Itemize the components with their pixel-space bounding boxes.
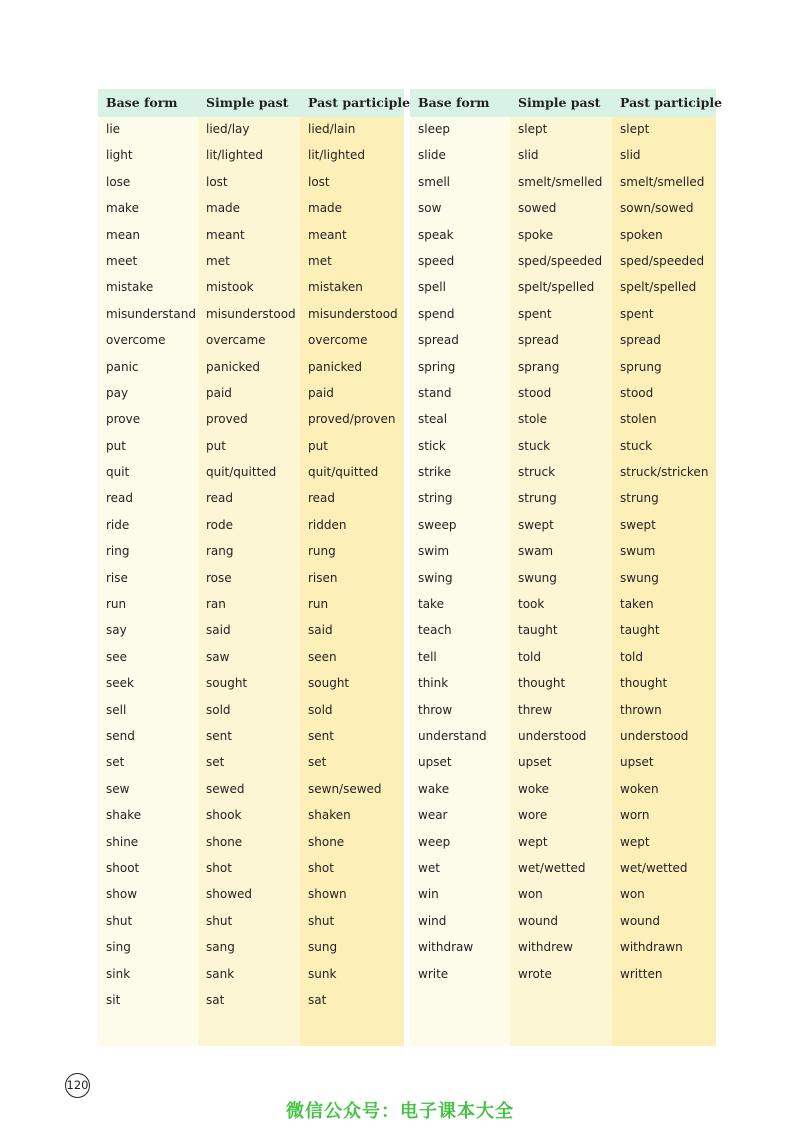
table-body: [98, 117, 404, 1014]
base-form-cell: shoot: [106, 860, 140, 875]
base-form-cell: swim: [418, 544, 450, 559]
simple-past-cell: taught: [518, 623, 558, 638]
simple-past-cell: proved: [206, 412, 248, 427]
table-row: [98, 803, 404, 829]
table-row: [410, 407, 716, 433]
base-form-cell: tell: [418, 649, 437, 664]
past-participle-cell: stood: [620, 385, 654, 400]
table-row: [410, 434, 716, 460]
simple-past-cell: sowed: [518, 201, 557, 216]
base-form-cell: throw: [418, 702, 453, 717]
table-row: [410, 856, 716, 882]
base-form-cell: quit: [106, 465, 130, 480]
simple-past-cell: smelt/smelled: [518, 174, 603, 189]
past-participle-cell: meant: [308, 227, 347, 242]
simple-past-cell: swam: [518, 544, 554, 559]
table-row: [410, 830, 716, 856]
table-row: [98, 223, 404, 249]
base-form-cell: speak: [418, 227, 454, 242]
past-participle-cell: quit/quitted: [308, 465, 379, 480]
table-row: [98, 196, 404, 222]
past-participle-cell: understood: [620, 728, 689, 743]
simple-past-cell: meant: [206, 227, 245, 242]
past-participle-cell: sought: [308, 676, 350, 691]
past-participle-cell: smelt/smelled: [620, 174, 705, 189]
table-row: [410, 302, 716, 328]
table-header: [410, 89, 723, 117]
table-row: [98, 671, 404, 697]
table-row: [410, 143, 716, 169]
header-past-participle: Past participle: [308, 95, 411, 110]
base-form-cell: string: [418, 491, 453, 506]
table-row: [98, 249, 404, 275]
table-row: [410, 724, 716, 750]
table-row: [98, 592, 404, 618]
past-participle-cell: shown: [308, 887, 347, 902]
table-row: [98, 434, 404, 460]
simple-past-cell: stood: [518, 385, 552, 400]
simple-past-cell: put: [206, 438, 226, 453]
base-form-cell: make: [106, 201, 139, 216]
table-row: [98, 909, 404, 935]
past-participle-cell: lied/lain: [308, 122, 356, 136]
table-row: [410, 935, 716, 961]
simple-past-cell: shut: [206, 913, 233, 928]
past-participle-cell: sunk: [308, 966, 337, 981]
simple-past-cell: wore: [518, 808, 548, 823]
table-row: [98, 355, 404, 381]
base-form-cell: sow: [418, 201, 442, 216]
base-form-cell: seek: [106, 676, 134, 691]
base-form-cell: rise: [106, 570, 128, 585]
past-participle-cell: wound: [620, 913, 660, 928]
table-row: [410, 486, 716, 512]
past-participle-cell: shone: [308, 834, 345, 849]
simple-past-cell: sped/speeded: [518, 253, 603, 268]
simple-past-cell: rode: [206, 517, 234, 532]
past-participle-cell: ridden: [308, 517, 347, 532]
simple-past-cell: ran: [206, 597, 226, 612]
base-form-cell: sing: [106, 940, 131, 955]
table-row: [98, 882, 404, 908]
simple-past-cell: sat: [206, 992, 225, 1007]
table-row: [410, 618, 716, 644]
base-form-cell: wet: [418, 860, 440, 875]
table-row: [410, 592, 716, 618]
simple-past-cell: struck: [518, 465, 556, 480]
base-form-cell: send: [106, 728, 135, 743]
table-row: [98, 935, 404, 961]
past-participle-cell: told: [620, 649, 643, 664]
base-form-cell: steal: [418, 412, 448, 427]
base-form-cell: meet: [106, 253, 138, 268]
past-participle-cell: run: [308, 597, 329, 612]
base-form-cell: take: [418, 597, 444, 612]
table-row: [98, 698, 404, 724]
base-form-cell: see: [106, 649, 128, 664]
past-participle-cell: shut: [308, 913, 335, 928]
past-participle-cell: mistaken: [308, 280, 363, 295]
base-form-cell: shine: [106, 834, 139, 849]
header-base-form: Base form: [106, 95, 178, 110]
simple-past-cell: met: [206, 253, 230, 268]
table-row: [410, 671, 716, 697]
past-participle-cell: sprung: [620, 359, 662, 374]
past-participle-cell: won: [620, 887, 645, 902]
table-row: [98, 486, 404, 512]
base-form-cell: sleep: [418, 122, 450, 136]
past-participle-cell: spent: [620, 306, 654, 321]
table-row: [410, 460, 716, 486]
base-form-cell: upset: [418, 755, 452, 770]
simple-past-cell: slid: [518, 148, 539, 163]
table-row: [410, 117, 716, 143]
table-row: [410, 698, 716, 724]
table-row: [98, 143, 404, 169]
past-participle-cell: said: [308, 623, 333, 638]
past-participle-cell: shaken: [308, 808, 351, 823]
simple-past-cell: slept: [518, 122, 548, 136]
base-form-cell: teach: [418, 623, 452, 638]
past-participle-cell: paid: [308, 385, 334, 400]
simple-past-cell: told: [518, 649, 541, 664]
table-body: [410, 117, 716, 988]
table-row: [410, 328, 716, 354]
past-participle-cell: lost: [308, 174, 330, 189]
table-row: [410, 513, 716, 539]
table-row: [410, 539, 716, 565]
simple-past-cell: sank: [206, 966, 235, 981]
simple-past-cell: threw: [518, 702, 553, 717]
past-participle-cell: stolen: [620, 412, 657, 427]
table-row: [98, 328, 404, 354]
simple-past-cell: swung: [518, 570, 557, 585]
table-row: [410, 645, 716, 671]
simple-past-cell: saw: [206, 649, 230, 664]
past-participle-cell: spelt/spelled: [620, 280, 697, 295]
page-number: 120: [65, 1073, 90, 1098]
irregular-verbs-table-left: [98, 89, 411, 1046]
base-form-cell: stick: [418, 438, 446, 453]
base-form-cell: lose: [106, 174, 131, 189]
table-row: [98, 750, 404, 776]
past-participle-cell: taught: [620, 623, 660, 638]
past-participle-cell: set: [308, 755, 327, 770]
simple-past-cell: wound: [518, 913, 558, 928]
table-row: [98, 275, 404, 301]
base-form-cell: prove: [106, 412, 141, 427]
simple-past-cell: understood: [518, 728, 587, 743]
past-participle-cell: made: [308, 201, 343, 216]
simple-past-cell: strung: [518, 491, 557, 506]
simple-past-cell: sang: [206, 940, 235, 955]
base-form-cell: shake: [106, 808, 142, 823]
table-row: [98, 407, 404, 433]
table-row: [410, 803, 716, 829]
simple-past-cell: made: [206, 201, 241, 216]
base-form-cell: say: [106, 623, 127, 638]
simple-past-cell: stuck: [518, 438, 551, 453]
base-form-cell: mean: [106, 227, 141, 242]
base-form-cell: wind: [418, 913, 447, 928]
past-participle-cell: spread: [620, 333, 661, 348]
past-participle-cell: slept: [620, 122, 650, 136]
past-participle-cell: written: [620, 966, 663, 981]
simple-past-cell: mistook: [206, 280, 254, 295]
past-participle-cell: met: [308, 253, 332, 268]
past-participle-cell: read: [308, 491, 336, 506]
table-row: [410, 381, 716, 407]
simple-past-cell: read: [206, 491, 234, 506]
base-form-cell: read: [106, 491, 134, 506]
base-form-cell: wake: [418, 781, 450, 796]
table-row: [98, 460, 404, 486]
base-form-cell: swing: [418, 570, 453, 585]
base-form-cell: mistake: [106, 280, 154, 295]
base-form-cell: ring: [106, 544, 130, 559]
simple-past-cell: rang: [206, 544, 234, 559]
table-row: [98, 856, 404, 882]
table-row: [98, 539, 404, 565]
simple-past-cell: spoke: [518, 227, 554, 242]
header-simple-past: Simple past: [518, 95, 601, 110]
table-row: [98, 381, 404, 407]
table-row: [98, 513, 404, 539]
simple-past-cell: shone: [206, 834, 243, 849]
past-participle-cell: spoken: [620, 227, 663, 242]
past-participle-cell: thrown: [620, 702, 662, 717]
past-participle-cell: strung: [620, 491, 659, 506]
table-row: [98, 962, 404, 988]
table-row: [410, 275, 716, 301]
simple-past-cell: lit/lighted: [206, 148, 264, 163]
past-participle-cell: struck/stricken: [620, 465, 709, 480]
simple-past-cell: upset: [518, 755, 552, 770]
base-form-cell: spell: [418, 280, 446, 295]
past-participle-cell: overcome: [308, 333, 368, 348]
simple-past-cell: lied/lay: [206, 122, 250, 136]
base-form-cell: run: [106, 597, 127, 612]
table-row: [410, 777, 716, 803]
table-row: [410, 249, 716, 275]
past-participle-cell: lit/lighted: [308, 148, 366, 163]
simple-past-cell: woke: [518, 781, 550, 796]
simple-past-cell: said: [206, 623, 231, 638]
table-row: [410, 962, 716, 988]
past-participle-cell: rung: [308, 544, 336, 559]
table-row: [410, 909, 716, 935]
simple-past-cell: rose: [206, 570, 232, 585]
simple-past-cell: wept: [518, 834, 548, 849]
table-row: [410, 882, 716, 908]
past-participle-cell: wept: [620, 834, 650, 849]
simple-past-cell: withdrew: [518, 940, 573, 955]
past-participle-cell: woken: [620, 781, 659, 796]
table-row: [98, 777, 404, 803]
past-participle-cell: sown/sowed: [620, 201, 694, 216]
base-form-cell: shut: [106, 913, 133, 928]
past-participle-cell: shot: [308, 860, 334, 875]
past-participle-cell: swept: [620, 517, 656, 532]
simple-past-cell: misunderstood: [206, 306, 296, 321]
base-form-cell: think: [418, 676, 449, 691]
simple-past-cell: sent: [206, 728, 232, 743]
base-form-cell: sweep: [418, 517, 457, 532]
past-participle-cell: sped/speeded: [620, 253, 705, 268]
base-form-cell: overcome: [106, 333, 166, 348]
simple-past-cell: lost: [206, 174, 228, 189]
simple-past-cell: spelt/spelled: [518, 280, 595, 295]
table-header: [98, 89, 411, 117]
simple-past-cell: wet/wetted: [518, 860, 586, 875]
simple-past-cell: sought: [206, 676, 248, 691]
simple-past-cell: spread: [518, 333, 559, 348]
base-form-cell: spend: [418, 306, 455, 321]
simple-past-cell: quit/quitted: [206, 465, 277, 480]
simple-past-cell: showed: [206, 887, 253, 902]
base-form-cell: ride: [106, 517, 130, 532]
past-participle-cell: swung: [620, 570, 659, 585]
base-form-cell: smell: [418, 174, 450, 189]
simple-past-cell: paid: [206, 385, 232, 400]
past-participle-cell: withdrawn: [620, 940, 683, 955]
base-form-cell: sit: [106, 992, 121, 1007]
base-form-cell: win: [418, 887, 439, 902]
past-participle-cell: worn: [620, 808, 650, 823]
table-row: [410, 355, 716, 381]
table-row: [98, 170, 404, 196]
simple-past-cell: shot: [206, 860, 232, 875]
base-form-cell: withdraw: [418, 940, 474, 955]
simple-past-cell: sold: [206, 702, 231, 717]
table-row: [410, 566, 716, 592]
past-participle-cell: sewn/sewed: [308, 781, 382, 796]
base-form-cell: show: [106, 887, 138, 902]
simple-past-cell: shook: [206, 808, 242, 823]
past-participle-cell: panicked: [308, 359, 363, 374]
table-row: [98, 117, 404, 143]
base-form-cell: weep: [418, 834, 451, 849]
past-participle-cell: thought: [620, 676, 668, 691]
simple-past-cell: sprang: [518, 359, 560, 374]
simple-past-cell: thought: [518, 676, 566, 691]
base-form-cell: light: [106, 148, 133, 163]
base-form-cell: understand: [418, 728, 487, 743]
past-participle-cell: slid: [620, 148, 641, 163]
base-form-cell: sell: [106, 702, 127, 717]
past-participle-cell: risen: [308, 570, 338, 585]
simple-past-cell: sewed: [206, 781, 245, 796]
past-participle-cell: sung: [308, 940, 338, 955]
past-participle-cell: sold: [308, 702, 333, 717]
base-form-cell: spread: [418, 333, 459, 348]
base-form-cell: strike: [418, 465, 452, 480]
past-participle-cell: seen: [308, 649, 337, 664]
past-participle-cell: sat: [308, 992, 327, 1007]
simple-past-cell: took: [518, 597, 545, 612]
base-form-cell: misunderstand: [106, 306, 196, 321]
table-row: [410, 170, 716, 196]
table-row: [98, 566, 404, 592]
past-participle-cell: wet/wetted: [620, 860, 688, 875]
header-base-form: Base form: [418, 95, 490, 110]
simple-past-cell: won: [518, 887, 543, 902]
simple-past-cell: swept: [518, 517, 554, 532]
header-past-participle: Past participle: [620, 95, 723, 110]
table-row: [410, 750, 716, 776]
table-row: [98, 618, 404, 644]
past-participle-cell: stuck: [620, 438, 653, 453]
past-participle-cell: misunderstood: [308, 306, 398, 321]
past-participle-cell: sent: [308, 728, 334, 743]
table-row: [98, 724, 404, 750]
simple-past-cell: spent: [518, 306, 552, 321]
base-form-cell: spring: [418, 359, 456, 374]
base-form-cell: stand: [418, 385, 452, 400]
simple-past-cell: wrote: [518, 966, 552, 981]
table-row: [98, 302, 404, 328]
base-form-cell: panic: [106, 359, 139, 374]
base-form-cell: slide: [418, 148, 446, 163]
base-form-cell: sew: [106, 781, 130, 796]
table-row: [410, 196, 716, 222]
base-form-cell: lie: [106, 122, 121, 136]
base-form-cell: wear: [418, 808, 448, 823]
base-form-cell: sink: [106, 966, 131, 981]
table-row: [98, 645, 404, 671]
base-form-cell: set: [106, 755, 125, 770]
table-row: [98, 830, 404, 856]
table-row: [410, 223, 716, 249]
past-participle-cell: swum: [620, 544, 656, 559]
table-row: [98, 988, 404, 1014]
base-form-cell: write: [418, 966, 449, 981]
past-participle-cell: taken: [620, 597, 654, 612]
simple-past-cell: stole: [518, 412, 548, 427]
past-participle-cell: upset: [620, 755, 654, 770]
base-form-cell: speed: [418, 253, 455, 268]
simple-past-cell: panicked: [206, 359, 261, 374]
irregular-verbs-table-right: [410, 89, 723, 1046]
watermark-text: 微信公众号：电子课本大全: [286, 1101, 514, 1122]
past-participle-cell: proved/proven: [308, 412, 396, 427]
simple-past-cell: overcame: [206, 333, 266, 348]
base-form-cell: pay: [106, 385, 129, 400]
past-participle-cell: put: [308, 438, 328, 453]
header-simple-past: Simple past: [206, 95, 289, 110]
base-form-cell: put: [106, 438, 126, 453]
simple-past-cell: set: [206, 755, 225, 770]
